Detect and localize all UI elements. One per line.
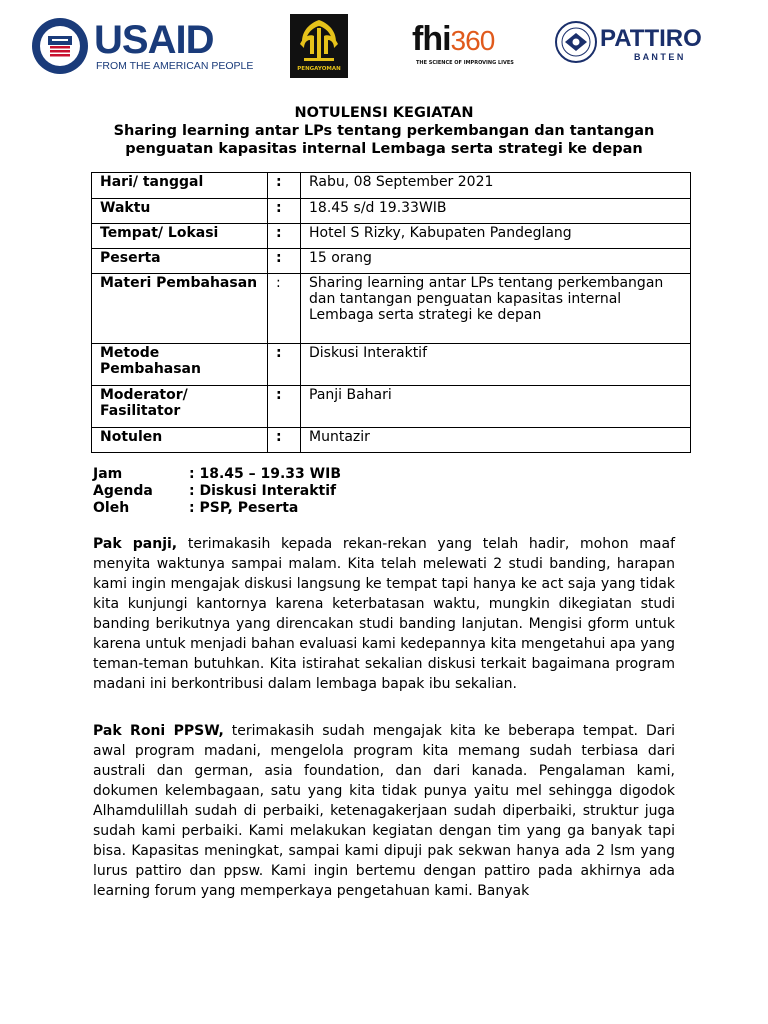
document-title-block <box>60 104 708 158</box>
pattiro-sub: B A N T E N <box>634 52 684 62</box>
pattiro-emblem-icon <box>554 20 598 64</box>
speaker-text: terimakasih kepada rekan-rekan yang telah hadir, mohon maaf menyita waktunya sampai malam. Kita telah melewati 2 studi banding, harapan kami ingin mengajak diskusi langsung ke tempat tapi hanya ke act saja yang tidak kita kunjungi kantornya karena keterbatasan waktu, mungkin dikegiatan studi banding berikutnya yang direncakan studi banding lanjutan. Mengisi gform untuk karena untuk menjadi bahan evaluasi kami kedepannya kita mengetahui apa yang teman-teman butuhkan. Kita istirahat sekalian diskusi terkait bagaimana program madani ini berkontribusi dalam lembaga bapak ibu sekalian. <box>93 536 675 692</box>
row-colon: : <box>268 344 301 386</box>
paragraph-pak-panji <box>93 534 675 694</box>
row-value: Rabu, 08 September 2021 <box>301 173 691 199</box>
row-colon: : <box>268 386 301 428</box>
paragraph-pak-roni <box>93 721 675 901</box>
row-key: Tempat/ Lokasi <box>92 224 268 249</box>
pattiro-name: PATTIRO <box>600 25 702 52</box>
document-subtitle-line-1: Sharing learning antar LPs tentang perkembangan dan tantangan <box>113 123 655 139</box>
row-colon: : <box>268 173 301 199</box>
document-subtitle-line-2: penguatan kapasitas internal Lembaga serta strategi ke depan <box>125 141 643 157</box>
speaker-name: Pak Roni PPSW, <box>93 723 224 739</box>
row-key: Peserta <box>92 249 268 274</box>
row-colon: : <box>268 224 301 249</box>
fhi-text: fhi <box>412 20 451 58</box>
usaid-tagline: FROM THE AMERICAN PEOPLE <box>96 60 254 72</box>
table-row <box>92 199 691 224</box>
row-value: 18.45 s/d 19.33WIB <box>301 199 691 224</box>
pengayoman-tree-icon <box>290 14 348 66</box>
usaid-name: USAID <box>94 18 214 62</box>
meta-value: : Diskusi Interaktif <box>189 483 337 499</box>
row-key: Metode Pembahasan <box>92 344 268 386</box>
meeting-info-table <box>91 172 691 453</box>
row-value: Hotel S Rizky, Kabupaten Pandeglang <box>301 224 691 249</box>
session-meta <box>93 466 341 517</box>
row-value: Sharing learning antar LPs tentang perkembangan dan tantangan penguatan kapasitas internal Lembaga serta strategi ke depan <box>301 274 691 344</box>
row-value: 15 orang <box>301 249 691 274</box>
pengayoman-label: PENGAYOMAN <box>297 66 341 72</box>
row-colon: : <box>268 249 301 274</box>
fhi-360-text: 360 <box>450 25 495 56</box>
usaid-logo <box>30 16 254 76</box>
meta-row <box>93 500 341 517</box>
row-colon: : <box>268 199 301 224</box>
meta-value: : PSP, Peserta <box>189 500 299 516</box>
row-value: Diskusi Interaktif <box>301 344 691 386</box>
meta-label: Jam <box>93 466 123 482</box>
meta-row <box>93 483 341 500</box>
table-row <box>92 173 691 199</box>
logo-strip <box>0 0 768 90</box>
row-key: Hari/ tanggal <box>92 173 268 199</box>
speaker-name: Pak panji, <box>93 536 178 552</box>
row-value: Muntazir <box>301 428 691 453</box>
table-row <box>92 344 691 386</box>
meta-label: Oleh <box>93 500 130 516</box>
usaid-seal-icon <box>30 16 90 76</box>
table-row <box>92 428 691 453</box>
fhi360-logo <box>412 20 512 72</box>
meta-row <box>93 466 341 483</box>
table-row <box>92 386 691 428</box>
pengayoman-logo <box>290 14 348 78</box>
table-row <box>92 249 691 274</box>
document-title: NOTULENSI KEGIATAN <box>294 105 474 121</box>
meta-value: : 18.45 – 19.33 WIB <box>189 466 341 482</box>
row-key: Materi Pembahasan <box>92 274 268 344</box>
pattiro-logo <box>554 20 724 68</box>
table-row <box>92 274 691 344</box>
row-key: Moderator/ Fasilitator <box>92 386 268 428</box>
row-value: Panji Bahari <box>301 386 691 428</box>
table-row <box>92 224 691 249</box>
row-key: Notulen <box>92 428 268 453</box>
row-colon: : <box>268 274 301 344</box>
speaker-text: terimakasih sudah mengajak kita ke beberapa tempat. Dari awal program madani, mengelola program kita memang sudah terbiasa dari australi dan german, asia foundation, dan dari kanada. Pengalaman kami, dokumen kelembagaan, satu yang kita tidak punya yaitu mel sehingga digodok Alhamdulillah sudah di perbaiki, ketenagakerjaan sudah diperbaiki, struktur juga sudah kami perbaiki. Kami melakukan kegiatan dengan tim yang ga banyak tapi bisa. Kapasitas meningkat, sampai kami dipuji pak sekwan hanya ada 2 lsm yang lurus pattiro dan ppsw. Kami ingin bertemu dengan pattiro pada akhirnya ada learning forum yang memperkaya pengetahuan kami. Banyak <box>93 723 675 899</box>
fhi-tagline: THE SCIENCE OF IMPROVING LIVES <box>416 60 514 66</box>
row-key: Waktu <box>92 199 268 224</box>
row-colon: : <box>268 428 301 453</box>
meta-label: Agenda <box>93 483 153 499</box>
